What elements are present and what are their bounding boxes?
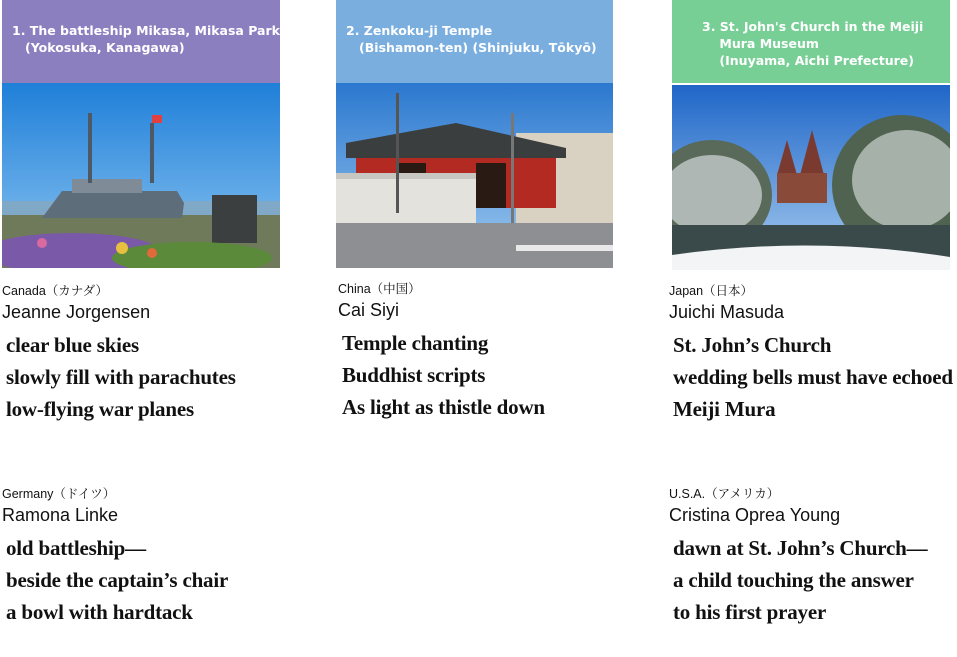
- entry-japan: [669, 283, 953, 425]
- entry-usa: [669, 486, 927, 628]
- card-st-johns: [672, 0, 950, 83]
- photo-zenkokuji-temple: [336, 83, 613, 268]
- poem-line: slowly fill with parachutes: [6, 365, 236, 389]
- poem-line: wedding bells must have echoed: [673, 365, 953, 389]
- photo-battleship-mikasa: [2, 83, 280, 268]
- poem-line: As light as thistle down: [342, 395, 545, 419]
- poem-line: beside the captain’s chair: [6, 568, 229, 592]
- poem: [669, 329, 953, 425]
- author-name: Jeanne Jorgensen: [2, 302, 151, 322]
- country-label: Japan（日本）: [669, 284, 754, 298]
- entry-china: [338, 281, 545, 423]
- entry-canada: [2, 283, 236, 425]
- poem: [338, 327, 545, 423]
- poem-line: low-flying war planes: [6, 397, 194, 421]
- card-header-mikasa: 1. The battleship Mikasa, Mikasa Park (Yokosuka, Kanagawa): [2, 0, 280, 83]
- card-zenkokuji: [336, 0, 613, 83]
- poem-line: old battleship—: [6, 536, 146, 560]
- card-header-zenkokuji: 2. Zenkoku-ji Temple (Bishamon-ten) (Shinjuku, Tōkyō): [336, 0, 613, 83]
- poem: [2, 532, 228, 628]
- author-name: Juichi Masuda: [669, 302, 785, 322]
- country-label: Germany（ドイツ）: [2, 487, 116, 501]
- author-name: Cai Siyi: [338, 300, 400, 320]
- poem-line: dawn at St. John’s Church—: [673, 536, 928, 560]
- country-label: U.S.A.（アメリカ）: [669, 487, 780, 501]
- poem-line: Temple chanting: [342, 331, 489, 355]
- poem: [2, 329, 236, 425]
- author-name: Cristina Oprea Young: [669, 505, 841, 525]
- poem: [669, 532, 927, 628]
- poem-line: clear blue skies: [6, 333, 139, 357]
- country-label: Canada（カナダ）: [2, 284, 109, 298]
- entry-germany: [2, 486, 228, 628]
- country-label: China（中国）: [338, 282, 421, 296]
- poem-line: St. John’s Church: [673, 333, 832, 357]
- poem-line: Meiji Mura: [673, 397, 776, 421]
- poem-line: a bowl with hardtack: [6, 600, 193, 624]
- poem-line: a child touching the answer: [673, 568, 914, 592]
- author-name: Ramona Linke: [2, 505, 119, 525]
- photo-st-johns-church: [672, 85, 950, 270]
- card-header-st-johns: 3. St. John's Church in the Meiji Mura Museum (Inuyama, Aichi Prefecture): [672, 0, 950, 83]
- poem-line: Buddhist scripts: [342, 363, 486, 387]
- card-mikasa: [2, 0, 280, 83]
- poem-line: to his first prayer: [673, 600, 827, 624]
